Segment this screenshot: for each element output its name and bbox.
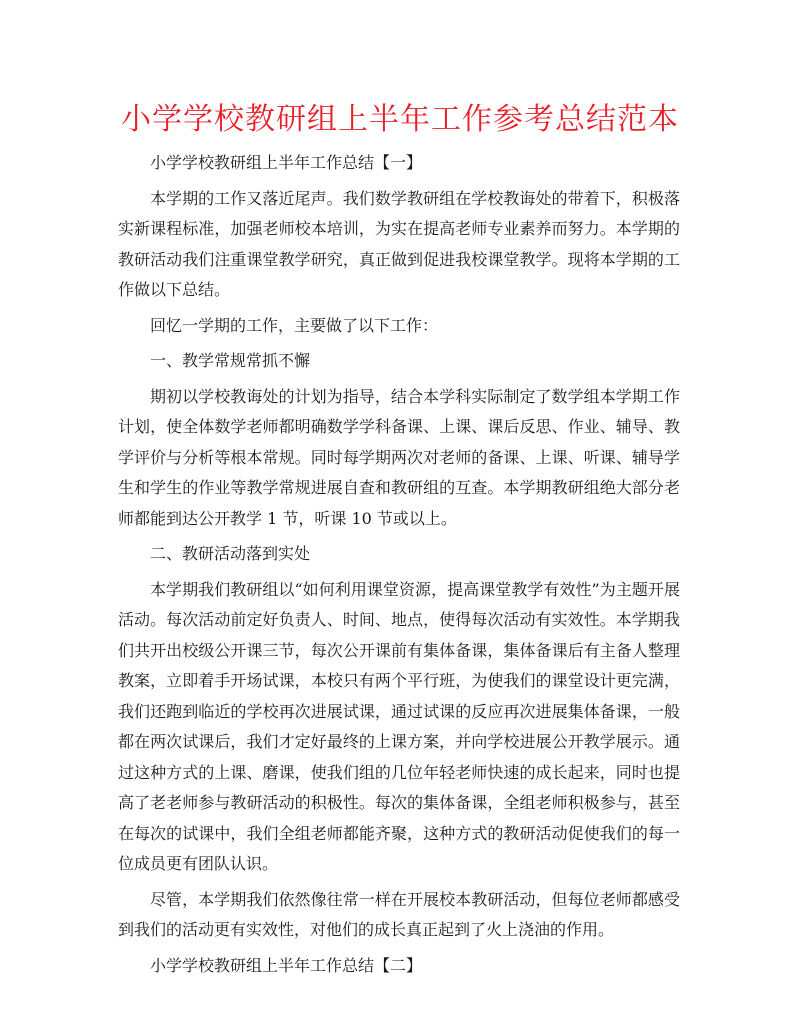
document-body bbox=[118, 148, 680, 986]
sub-heading: 一、教学常规常抓不懈 bbox=[150, 351, 311, 370]
paragraph: 本学期的工作又落近尾声。我们数学教研组在学校教诲处的带着下，积极落实新课程标准，加强老师校本培训，为实在提高老师专业素养而努力。本学期的教研活动我们注重课堂教学研究，真正做到促进我校课堂教学。现将本学期的工作做以下总结。 bbox=[118, 188, 680, 299]
section-heading: 小学学校教研组上半年工作总结【二】 bbox=[150, 955, 423, 975]
paragraph: 尽管，本学期我们依然像往常一样在开展校本教研活动，但每位老师都感受到我们的活动更有实效性，对他们的成长真正起到了火上浇油的作用。 bbox=[118, 889, 680, 939]
section-heading: 小学学校教研组上半年工作总结【一】 bbox=[150, 153, 423, 172]
sub-heading: 二、教研活动落到实处 bbox=[150, 544, 311, 563]
document-title: 小学学校教研组上半年工作参考总结范本 bbox=[121, 102, 679, 137]
paragraph: 回忆一学期的工作，主要做了以下工作： bbox=[150, 315, 439, 335]
paragraph: 期初以学校教诲处的计划为指导，结合本学科实际制定了数学组本学期工作计划，使全体数学老师都明确数学学科备课、上课、课后反思、作业、辅导、教学评价与分析等根本常规。同时每学期两次对老师的备课、上课、听课、辅导学生和学生的作业等教学常规进展自查和教研组的互查。本学期教研组绝大部分老师都能到达公开教学 1 节，听课 10 节或以上。 bbox=[118, 386, 680, 528]
paragraph: 本学期我们教研组以“如何利用课堂资源，提高课堂教学有效性”为主题开展活动。每次活动前定好负责人、时间、地点，使得每次活动有实效性。本学期我们共开出校级公开课三节，每次公开课前有集体备课，集体备课后有主备人整理教案，立即着手开场试课，本校只有两个平行班，为使我们的课堂设计更完满，我们还跑到临近的学校再次进展试课，通过试课的反应再次进展集体备课，一般都在两次试课后，我们才定好最终的上课方案，并向学校进展公开教学展示。通过这种方式的上课、磨课，使我们组的几位年轻老师快速的成长起来，同时也提高了老老师参与教研活动的积极性。每次的集体备课，全组老师积极参与，甚至在每次的试课中，我们全组老师都能齐聚，这种方式的教研活动促使我们的每一位成员更有团队认识。 bbox=[118, 579, 680, 873]
